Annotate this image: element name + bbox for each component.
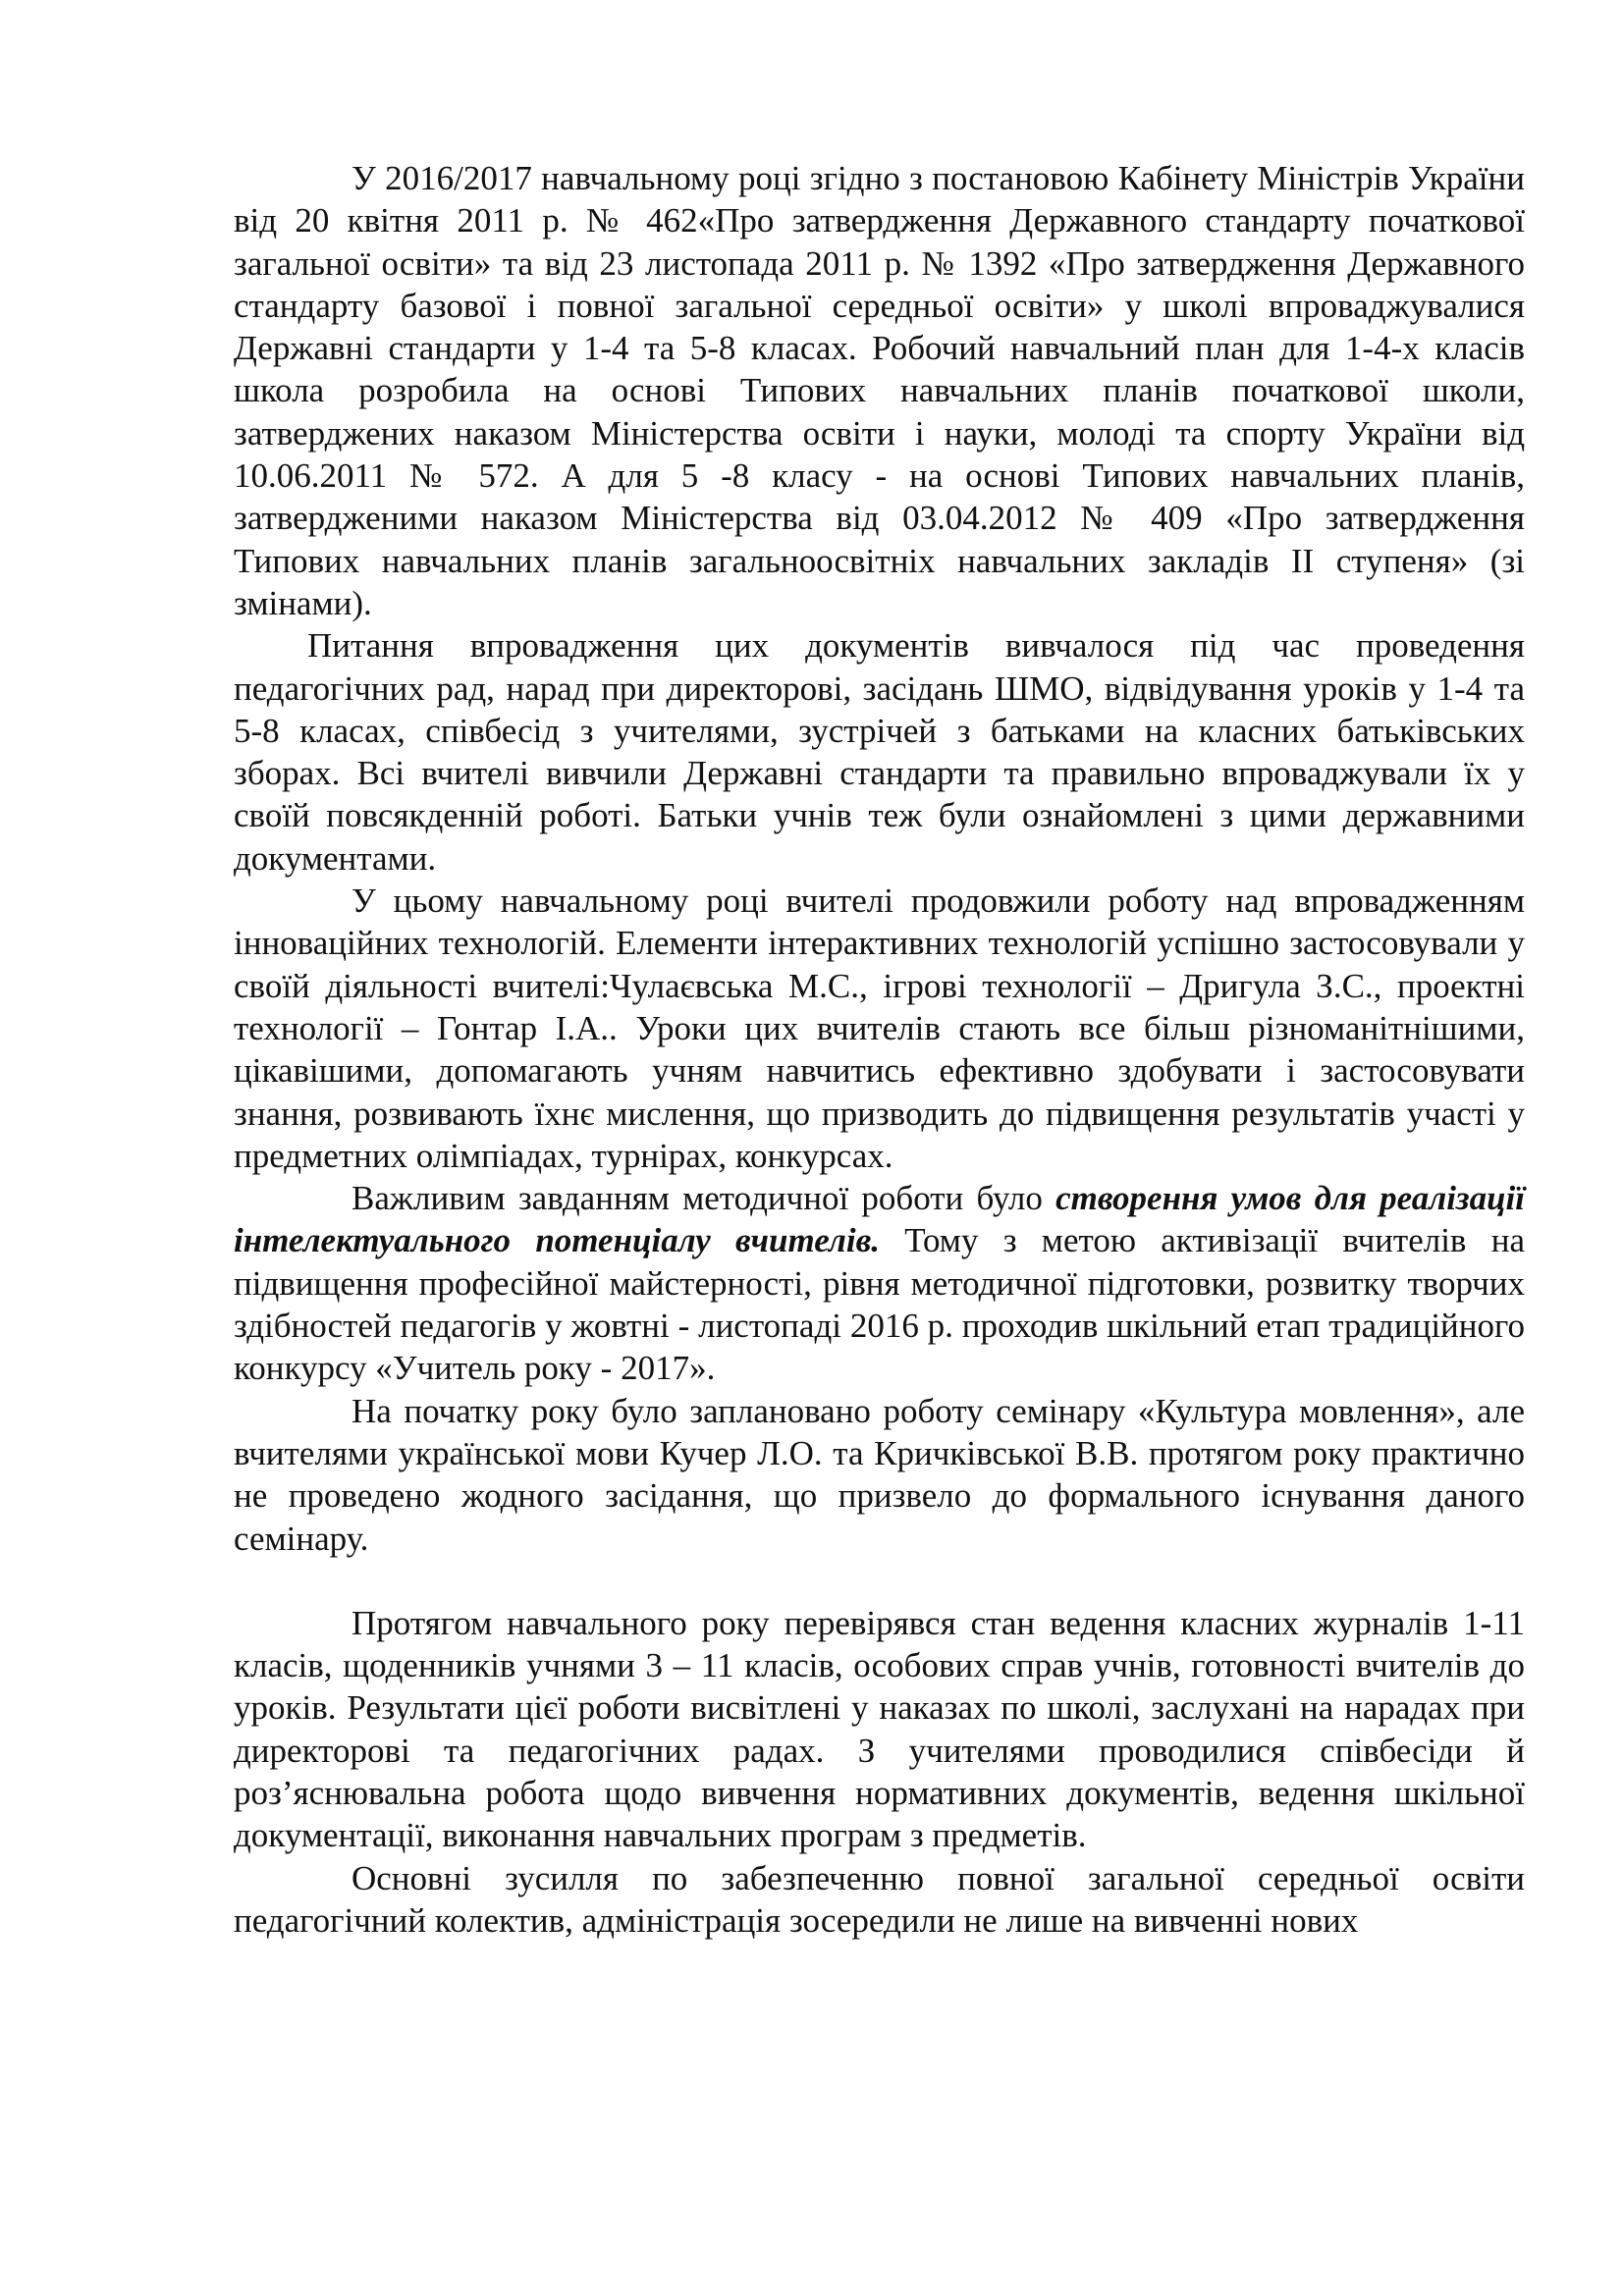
paragraph-methodical-work-rest: Тому з метою активізації вчителів на підвищення професійної майстерності, рівня методичної підготовки, розвитку творчих здібностей педагогів у жовтні - листопаді 2016 р. проходив шкільний етап традиційного конкурсу «Учитель року - 2017». (234, 1221, 1525, 1388)
paragraph-implementation-study: Питання впровадження цих документів вивчалося під час проведення педагогічних рад, нарад при директорові, засідань ШМО, відвідування уроків у 1-4 та 5-8 класах, співбесід з учителями, зустрічей з батьками на класних батьківських зборах. Всі вчителі вивчили Державні стандарти та правильно впроваджували їх у своїй повсякденній роботі. Батьки учнів теж були ознайомлені з цими державними документами. (234, 626, 1525, 878)
paragraph-spacer (234, 1560, 1525, 1602)
paragraph-secondary-education: Основні зусилля по забезпеченню повної загальної середньої освіти педагогічний колектив, адміністрація зосередили не лише на вивченні нових (234, 1858, 1525, 1940)
paragraph-documentation-check: Протягом навчального року перевірявся стан ведення класних журналів 1-11 класів, щоденників учнями 3 – 11 класів, особових справ учнів, готовності вчителів до уроків. Результати цієї роботи висвітлені у наказах по школі, заслухані на нарадах при директорові та педагогічних радах. З учителями проводилися співбесіди й роз’яснювальна робота щодо вивчення нормативних документів, ведення шкільної документації, виконання навчальних програм з предметів. (234, 1603, 1525, 1855)
paragraph-methodical-work (234, 1177, 1525, 1389)
paragraph-speech-culture-seminar: На початку року було заплановано роботу семінару «Культура мовлення», але вчителями української мови Кучер Л.О. та Кричківської В.В. протягом року практично не проведено жодного засідання, що призвело до формального існування даного семінару. (234, 1391, 1525, 1558)
paragraph-innovative-technologies: У цьому навчальному році вчителі продовжили роботу над впровадженням інноваційних технологій. Елементи інтерактивних технологій успішно застосовували у своїй діяльності вчителі:Чулаєвська М.С., ігрові технології – Дригула З.С., проектні технології – Гонтар І.А.. Уроки цих вчителів стають все більш різноманітнішими, цікавішими, допомагають учням навчитись ефективно здобувати і застосовувати знання, розвивають їхнє мислення, що призводить до підвищення результатів участі у предметних олімпіадах, турнірах, конкурсах. (234, 881, 1525, 1175)
document-page (234, 157, 1525, 1942)
paragraph-state-standards: У 2016/2017 навчальному році згідно з постановою Кабінету Міністрів України від 20 квітня 2011 р. № 462«Про затвердження Державного стандарту початкової загальної освіти» та від 23 листопада 2011 р. № 1392 «Про затвердження Державного стандарту базової і повної загальної середньої освіти» у школі впроваджувалися Державні стандарти у 1-4 та 5-8 класах. Робочий навчальний план для 1-4-х класів школа розробила на основі Типових навчальних планів початкової школи, затверджених наказом Міністерства освіти і науки, молоді та спорту України від 10.06.2011 № 572. А для 5 -8 класу - на основі Типових навчальних планів, затвердженими наказом Міністерства від 03.04.2012 № 409 «Про затвердження Типових навчальних планів загальноосвітніх навчальних закладів ІІ ступеня» (зі змінами). (234, 159, 1525, 622)
paragraph-methodical-work-emphasis: створення умов для реалізації інтелектуального потенціалу вчителів. (234, 1179, 1525, 1260)
paragraph-methodical-work-intro: Важливим завданням методичної роботи було (352, 1179, 1056, 1218)
